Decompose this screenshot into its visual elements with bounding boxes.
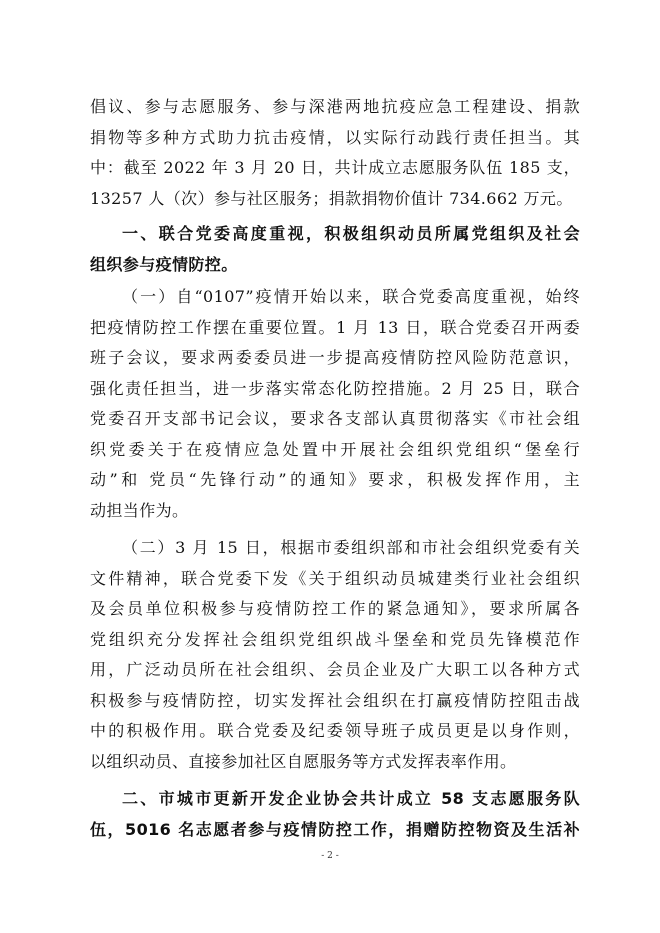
text-line: 中的积极作用。联合党委及纪委领导班子成员更是以身作则，: [90, 721, 580, 740]
paragraph-intro-continuation: [90, 92, 580, 214]
text-line: 党组织充分发挥社会组织党组织战斗堡垒和党员先锋模范作: [90, 629, 580, 649]
text-line: 动”和 党员“先锋行动”的通知》要求，积极发挥作用，主: [90, 470, 580, 489]
text-line: 13257 人（次）参与社区服务；捐款捐物价值计 734.662 万元。: [90, 188, 573, 208]
section-heading-2: [90, 784, 580, 845]
text-line: 及会员单位积极参与疫情防控工作的紧急通知》，要求所属各: [90, 599, 580, 618]
text-line: 积极参与疫情防控，切实发挥社会组织在打赢疫情防控阻击战: [90, 690, 580, 710]
text-line: 文件精神，联合党委下发《关于组织动员城建类行业社会组织: [90, 568, 580, 588]
page-number: - 2 -: [321, 851, 339, 861]
text-line: 把疫情防控工作摆在重要位置。1 月 13 日，联合党委召开两委: [90, 317, 580, 337]
text-line: 中：截至 2022 年 3 月 20 日，共计成立志愿服务队伍 185 支，: [90, 158, 580, 177]
text-line: 动担当作为。: [90, 500, 189, 520]
text-line: 班子会议，要求两委委员进一步提高疫情防控风险防范意识，: [90, 348, 580, 367]
heading-line: 伍，5016 名志愿者参与疫情防控工作，捐赠防控物资及生活补: [90, 819, 580, 839]
text-line: 用，广泛动员所在社会组织、会员企业及广大职工以各种方式: [90, 660, 580, 679]
section-heading-1: [90, 219, 580, 280]
paragraph-item-2: [90, 533, 580, 777]
text-line: 织党委关于在疫情应急处置中开展社会组织党组织“堡垒行: [90, 439, 580, 459]
heading-line: 一、联合党委高度重视，积极组织动员所属党组织及社会: [122, 224, 580, 243]
heading-line: 二、市城市更新开发企业协会共计成立 58 支志愿服务队: [122, 789, 580, 808]
text-line: （二）3 月 15 日，根据市委组织部和市社会组织党委有关: [122, 538, 580, 557]
text-line: 强化责任担当，进一步落实常态化防控措施。2 月 25 日，联合: [90, 378, 580, 398]
text-line: 倡议、参与志愿服务、参与深港两地抗疫应急工程建设、捐款: [90, 97, 580, 116]
text-line: 以组织动员、直接参加社区自愿服务等方式发挥表率作用。: [90, 751, 517, 771]
paragraph-item-1: [90, 282, 580, 526]
text-line: 捐物等多种方式助力抗击疫情，以实际行动践行责任担当。其: [90, 127, 580, 147]
text-line: （一）自“0107”疫情开始以来，联合党委高度重视，始终: [122, 287, 580, 306]
heading-line: 组织参与疫情防控。: [90, 254, 238, 274]
text-line: 党委召开支部书记会议，要求各支部认真贯彻落实《市社会组: [90, 409, 580, 428]
